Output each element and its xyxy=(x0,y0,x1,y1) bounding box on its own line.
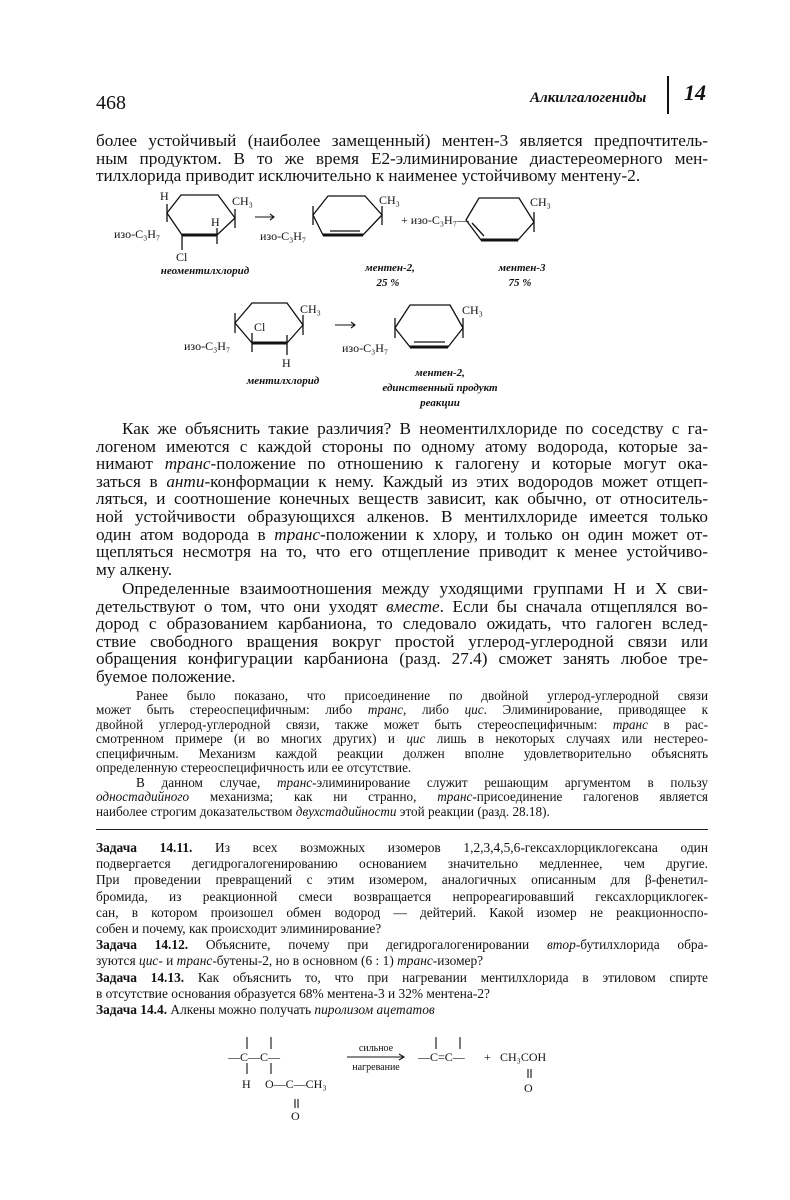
section-divider xyxy=(96,829,708,830)
text-line xyxy=(96,455,708,473)
condition-top: сильное xyxy=(358,1043,394,1054)
text-line xyxy=(96,747,708,761)
text-segment: - и xyxy=(158,953,177,969)
text-segment: детельствуют о том, что они уходят xyxy=(96,597,387,616)
text-segment: определенную стереоспецифичность или ее отсутствие. xyxy=(96,760,412,775)
text-line xyxy=(96,526,708,544)
isopropyl-label: изо-C₃H₇ xyxy=(260,229,307,243)
text-segment: ствие свободного вращения вокруг простой углерод-углеродной связи или xyxy=(96,632,708,651)
emphasis-text: транс xyxy=(437,790,473,805)
emphasis-text: транс xyxy=(274,525,321,544)
text-segment: Из всех возможных изомеров 1,2,3,4,5,6-гексахлорциклогексана один xyxy=(192,840,708,855)
text-line xyxy=(96,167,708,185)
text-segment: специфичным. Механизм каждой реакции должен вполне удовлетворительно объяснять xyxy=(96,746,708,761)
text-segment: в отсутствие основания образуется 68% ментена-3 и 32% ментена-2? xyxy=(96,985,490,1001)
text-segment: При проведении превращений с этим изомером, аналогичных описанным для β-фенетил- xyxy=(96,872,708,888)
text-segment: -изомер? xyxy=(432,953,484,969)
text-segment: ной устойчивости образующихся алкенов. В ментилхлориде имеется только xyxy=(96,507,708,526)
text-line xyxy=(96,132,708,150)
text-line xyxy=(96,1002,708,1018)
text-segment: смотренном примере (и во многих других) и xyxy=(96,732,407,747)
menthene-2-label: ментен-2, xyxy=(365,262,415,274)
text-line xyxy=(96,872,708,888)
text-line xyxy=(96,905,708,921)
text-line xyxy=(96,543,708,561)
text-line xyxy=(96,689,708,703)
emphasis-text: цис xyxy=(139,953,159,969)
condition-bottom: нагревание xyxy=(352,1062,400,1073)
reaction-arrow xyxy=(335,322,355,328)
methyl-label: CH₃ xyxy=(462,303,483,317)
text-line xyxy=(96,561,708,579)
text-line xyxy=(96,953,708,969)
text-segment: может быть стереоспецифичным: либо xyxy=(96,703,368,718)
text-segment: -присоединение галогенов является xyxy=(472,790,708,805)
product-label-line-1: ментен-2, xyxy=(415,367,465,379)
problem-number: Задача 14.12. xyxy=(96,937,189,953)
header-divider xyxy=(667,76,669,114)
emphasis-text: транс xyxy=(612,717,648,732)
chlorine-label: Cl xyxy=(176,250,188,264)
text-segment: сан, в котором произошел обмен водород — дейтерий. Какой изомер не реакционноспо- xyxy=(96,904,708,920)
text-segment: механизма; как ни странно, xyxy=(189,790,438,805)
menthyl-chloride-elimination-scheme xyxy=(0,186,790,418)
methyl-label: CH₃ xyxy=(300,302,321,316)
text-line xyxy=(96,937,708,953)
menthene-3-yield: 75 % xyxy=(508,277,532,289)
menthene-3-structure xyxy=(466,198,534,240)
text-segment: щепляться несмотря на то, что его отщепление приводит к менее устойчиво- xyxy=(96,543,708,561)
text-segment: в рас- xyxy=(647,717,708,732)
text-segment: подвергается дегидрогалогенированию основанием значительно медленнее, чем другие. xyxy=(96,856,708,872)
chapter-number: 14 xyxy=(684,80,706,105)
text-segment: дород с образованием карбаниона, то следовало ожидать, что галоген вслед- xyxy=(96,615,708,633)
emphasis-text: транс xyxy=(367,703,404,718)
text-segment: -бутилхлорида обра- xyxy=(575,937,708,953)
note-stereospecificity xyxy=(96,689,708,775)
reactant-hydrogen: H xyxy=(242,1077,251,1091)
neomenthyl-chloride-label: неоментилхлорид xyxy=(160,265,250,277)
text-segment: лишь в некоторых случаях или нестерео- xyxy=(425,732,708,747)
plus-sign: + xyxy=(484,1050,491,1064)
acetate-pyrolysis-equation xyxy=(0,1030,790,1130)
methyl-label: CH₃ xyxy=(379,193,400,207)
text-line xyxy=(96,580,708,598)
text-line xyxy=(96,718,708,732)
text-line xyxy=(96,703,708,717)
problem-number: Задача 14.13. xyxy=(96,969,185,985)
text-segment: , либо xyxy=(403,703,465,718)
product-alkene: —C=C— xyxy=(418,1050,465,1064)
text-line xyxy=(96,668,708,686)
text-segment: двойной углерод-углеродной связи, также может быть стереоспецифичным: xyxy=(96,717,613,732)
acetic-acid: CH₃COH xyxy=(500,1050,547,1064)
text-segment: В данном случае, xyxy=(136,776,277,790)
text-line xyxy=(96,889,708,905)
emphasis-text: пиролизом ацетатов xyxy=(314,1001,435,1017)
text-segment: Как объяснить то, что при нагревании ментилхлорида в этиловом спирте xyxy=(184,969,708,985)
problem-number: Задача 14.4. xyxy=(96,1001,168,1017)
text-segment: наиболее строгим доказательством xyxy=(96,804,296,819)
text-line xyxy=(96,615,708,633)
text-segment: заться в xyxy=(96,472,167,491)
text-segment: му алкену. xyxy=(96,560,173,579)
text-segment: Определенные взаимоотношения между уходящими группами H и X сви- xyxy=(122,580,708,598)
text-line xyxy=(96,150,708,168)
text-line xyxy=(96,776,708,790)
menthene-2-yield: 25 % xyxy=(376,277,400,289)
text-line xyxy=(96,598,708,616)
isopropyl-label: изо-C₃H₇ xyxy=(114,227,161,241)
text-segment: буемое положение. xyxy=(96,667,236,686)
emphasis-text: одностадийного xyxy=(96,790,190,805)
text-line xyxy=(96,761,708,775)
text-line xyxy=(96,840,708,856)
text-line xyxy=(96,420,708,438)
text-segment: Объясните, почему при дегидрогалогенировании xyxy=(188,937,547,953)
text-line xyxy=(96,970,708,986)
reaction-arrow xyxy=(255,214,274,220)
text-segment: . Элиминирование, приводящее к xyxy=(483,703,708,718)
emphasis-text: транс xyxy=(397,953,433,969)
emphasis-text: цис xyxy=(464,703,484,718)
menthene-2-structure xyxy=(313,196,382,235)
isopropyl-label: изо-C₃H₇ xyxy=(184,339,231,353)
text-segment: -положении к хлору, и только он один может от- xyxy=(320,525,708,544)
menthene-2-product-structure xyxy=(395,305,463,347)
text-line xyxy=(96,633,708,651)
emphasis-text: анти xyxy=(166,472,205,491)
text-segment: собен и почему, как происходит элиминирование? xyxy=(96,920,382,936)
text-segment: один атом водорода в xyxy=(96,525,275,544)
isopropyl-label: изо-C₃H₇ xyxy=(342,341,389,355)
emphasis-text: двухстадийности xyxy=(295,804,397,819)
hydrogen-label: H xyxy=(282,356,291,370)
text-segment: бромида, из реакционной смеси возвращается непрореагировавший гексахлорциклогек- xyxy=(96,888,708,904)
text-segment: логеном имеются с каждой стороны по одному атому водорода, которые за- xyxy=(96,437,708,456)
text-line xyxy=(96,438,708,456)
text-segment: -элиминирование служит решающим аргументом в пользу xyxy=(312,776,708,790)
text-segment: ным продуктом. В то же время E2-элиминирование диастереомерного мен- xyxy=(96,149,708,168)
emphasis-text: транс xyxy=(164,455,211,473)
chlorine-label: Cl xyxy=(254,320,266,334)
text-line xyxy=(96,490,708,508)
text-line xyxy=(96,508,708,526)
text-segment: обращения конфигурации карбаниона (разд. 27.4) сможет занять любое тре- xyxy=(96,650,708,668)
text-segment: зуются xyxy=(96,953,139,969)
neomenthyl-chloride-structure xyxy=(167,195,235,250)
menthyl-chloride-label: ментилхлорид xyxy=(246,375,320,387)
hydrogen-label: H xyxy=(211,215,220,229)
text-line xyxy=(96,650,708,668)
emphasis-text: цис xyxy=(406,732,426,747)
text-line xyxy=(96,732,708,746)
methyl-label: CH₃ xyxy=(530,195,551,209)
problem-number: Задача 14.11. xyxy=(96,840,193,855)
reactant-ester-group: O—C—CH₃ xyxy=(265,1077,327,1091)
isopropyl-label: + изо-C₃H₇— xyxy=(401,213,469,227)
text-line xyxy=(96,473,708,491)
text-segment: -бутены-2, но в основном (6 : 1) xyxy=(212,953,398,969)
text-segment: нимают xyxy=(96,455,165,473)
page-number: 468 xyxy=(96,92,126,114)
menthene-3-label: ментен-3 xyxy=(498,262,546,274)
emphasis-text: втор xyxy=(546,937,576,953)
paragraph-explanation xyxy=(96,420,708,578)
reactant-chain: —C—C— xyxy=(228,1050,281,1064)
hydrogen-label: H xyxy=(160,189,169,203)
emphasis-text: транс xyxy=(276,776,313,790)
emphasis-text: вместе xyxy=(386,597,440,616)
text-line xyxy=(96,986,708,1002)
acid-carbonyl-oxygen: O xyxy=(524,1081,533,1095)
carbonyl-oxygen: O xyxy=(291,1109,300,1123)
text-segment: . Если бы сначала отщеплялся во- xyxy=(439,597,708,616)
text-segment: ляться, и соотношение конечных веществ зависит, как обычно, от относитель- xyxy=(96,490,708,508)
text-segment: Как же объяснить такие различия? В неоментилхлориде по соседству с га- xyxy=(122,420,708,438)
emphasis-text: транс xyxy=(176,953,213,969)
menthyl-chloride-structure xyxy=(235,303,303,355)
text-segment: -положение по отношению к галогену и которые могут ока- xyxy=(210,455,708,473)
methyl-label: CH₃ xyxy=(232,194,253,208)
paragraph-intro xyxy=(96,132,708,185)
text-segment: Ранее было показано, что присоединение по двойной углерод-углеродной связи xyxy=(136,689,708,703)
text-segment: тилхлорида приводит исключительно к наименее устойчивому ментену-2. xyxy=(96,167,641,185)
text-segment: -конформации к нему. Каждый из этих водородов может отщеп- xyxy=(204,472,708,491)
product-label-line-2: единственный продукт xyxy=(382,382,498,394)
text-line xyxy=(96,856,708,872)
product-label-line-3: реакции xyxy=(420,397,460,409)
text-segment: этой реакции (разд. 28.18). xyxy=(396,804,550,819)
text-line xyxy=(96,921,708,937)
note-one-step-mechanism xyxy=(96,776,708,819)
text-segment: Алкены можно получать xyxy=(167,1001,315,1017)
problems-section xyxy=(96,840,708,1018)
paragraph-evidence xyxy=(96,580,708,686)
text-segment: более устойчивый (наиболее замещенный) ментен-3 является предпочтитель- xyxy=(96,132,708,150)
text-line xyxy=(96,805,708,819)
text-line xyxy=(96,790,708,804)
running-head: Алкилгалогениды xyxy=(530,90,647,106)
